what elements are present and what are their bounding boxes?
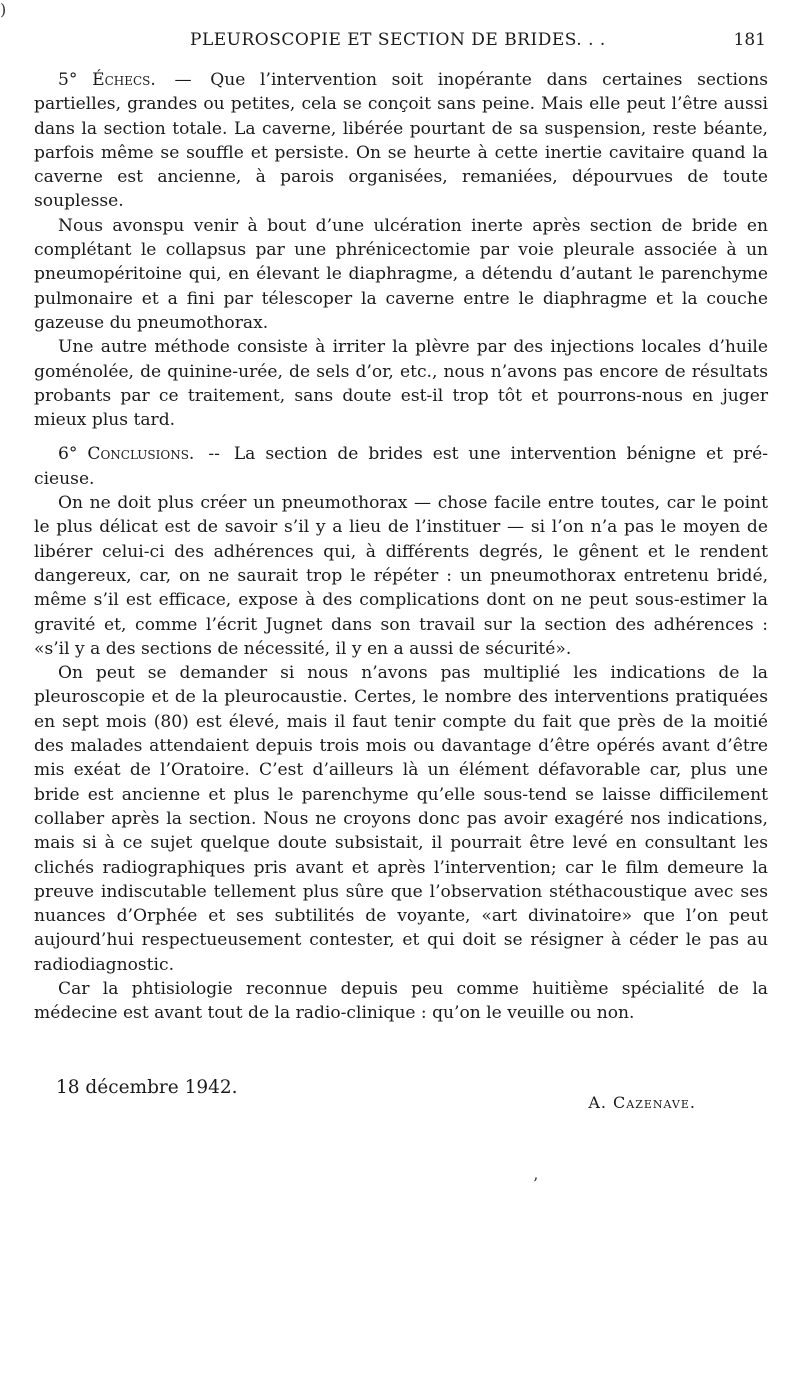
paragraph: Nous avonspu venir à bout d’une ulcération inerte après section de bride en complétant le collapsus par une phrénicectomie par voie pleurale associée à un pneumopéritoine qui, en élevant le diaphragme, a détendu d’autant le parenchyme pulmonaire et a fini par télescoper la caverne entre le diaphragme et la couche gazeuse du pneumothorax. (34, 215, 768, 333)
section-label: 6° Conclusions. (58, 444, 195, 465)
page-number: 181 (733, 30, 766, 50)
section-separator: -- (208, 444, 220, 465)
margin-mark: ) (0, 0, 7, 19)
signature-date: 18 décembre 1942. (56, 1077, 238, 1098)
section-label: 5° Échecs. (58, 70, 156, 90)
section-separator: — (174, 70, 192, 90)
paragraph-echecs (34, 68, 768, 214)
paragraph: On ne doit plus créer un pneumothorax — chose facile entre toutes, car le point le plus délicat est de savoir s’il y a lieu de l’instituer — si l’on n’a pas le moyen de libérer celui-ci des adhérences qui, à différents degrés, le gênent et le rendent dangereux, car, on ne saurait trop le répéter : un pneumothorax entretenu bridé, même s’il est efficace, expose à des complications dont on ne peut sous-estimer la gravité et, comme l’écrit Jugnet dans son travail sur la section des adhérences : «s’il y a des sections de nécessité, il y en a aussi de sécurité». (34, 493, 768, 659)
paragraph: Car la phtisiologie reconnue depuis peu comme huitième spécialité de la médecine est avant tout de la radio-clinique : qu’on le veuille ou non. (34, 978, 768, 1024)
paragraph-text: Que l’intervention soit inopérante dans certaines sections partielles, grandes ou petites, cela se conçoit sans peine. Mais elle peut l’être aussi dans la section totale. La caverne, libérée pourtant de sa suspension, reste béante, parfois même se souffle et persiste. On se heurte à cette inertie cavitaire quand la caverne est ancienne, à parois organisées, remaniées, dépourvues de toute souplesse. (34, 70, 768, 212)
body-text (34, 68, 768, 1026)
paragraph-text: La section de brides est une intervention bénigne et précieuse. (34, 444, 768, 489)
paragraph: On peut se demander si nous n’avons pas multiplié les indications de la pleuroscopie et de la pleurocaustie. Certes, le nombre des interventions pratiquées en sept mois (80) est élevé, mais il faut tenir compte du fait que près de la moitié des malades attendaient depuis trois mois ou davantage d’être opérés avant d’être mis exéat de l’Oratoire. C’est d’ailleurs là un élément défavorable car, plus une bride est ancienne et plus le parenchyme qu’elle sous-tend se laisse difficilement collaber après la section. Nous ne croyons donc pas avoir exagéré nos indications, mais si à ce sujet quelque doute subsistait, il pourrait être levé en consultant les clichés radiographiques pris avant et après l’intervention; car le film demeure la preuve indiscutable tellement plus sûre que l’observation stéthacoustique avec ses nuances d’Orphée et ses subtilités de voyante, «art divinatoire» que l’on peut aujourd’hui respectueusement contester, et qui doit se résigner à céder le pas au radiodiagnostic. (34, 663, 768, 975)
paragraph: Une autre méthode consiste à irriter la plèvre par des injections locales d’huile goménolée, de quinine-urée, de sels d’or, etc., nous n’avons pas encore de résultats probants par ce traitement, sans doute est-il trop tôt et pourrons-nous en juger mieux plus tard. (34, 337, 768, 431)
author-name: A. Cazenave. (588, 1093, 696, 1112)
running-title: PLEUROSCOPIE ET SECTION DE BRIDES. . . (190, 30, 606, 50)
author-signature (588, 1093, 696, 1112)
stray-mark: ’ (533, 1174, 539, 1193)
paragraph-conclusions (34, 442, 768, 491)
